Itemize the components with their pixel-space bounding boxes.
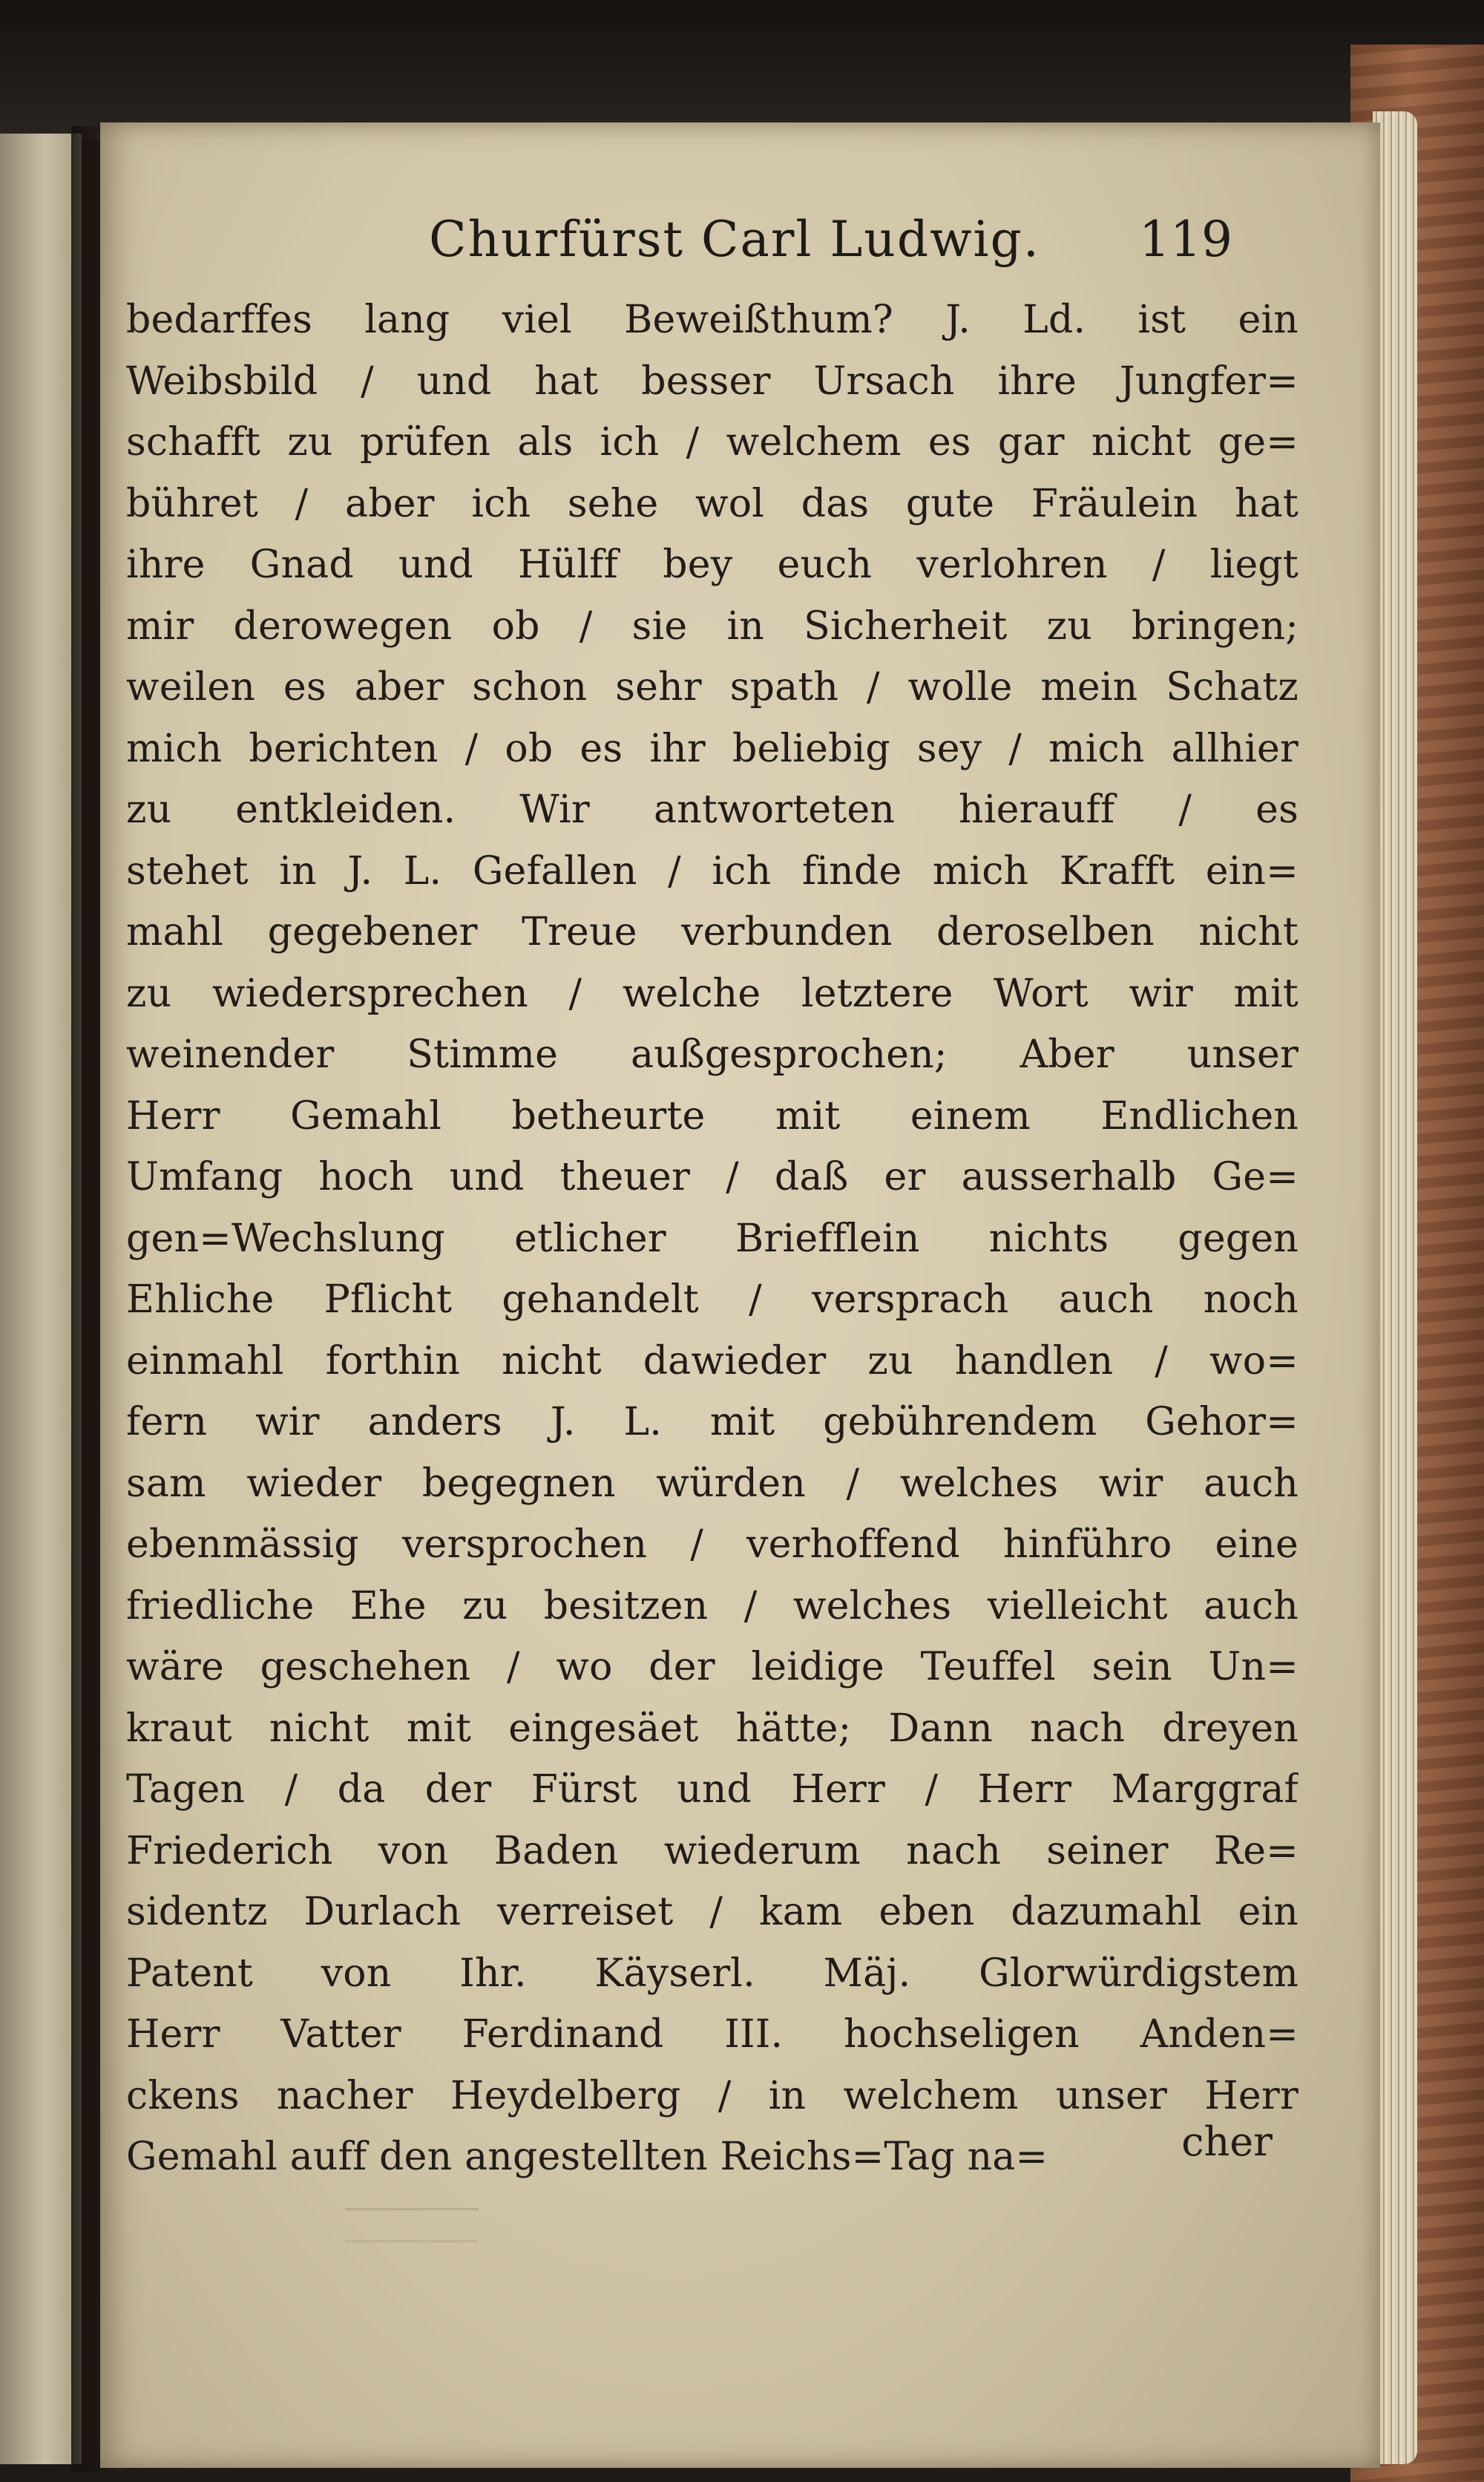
text-line: Ehliche Pflicht gehandelt / versprach auch noch bbox=[126, 1277, 1298, 1322]
catchword: cher bbox=[1181, 2118, 1273, 2165]
text-line: mir derowegen ob / sie in Sicherheit zu bringen; bbox=[126, 603, 1298, 649]
text-line: ebenmässig versprochen / verhoffend hinführo eine bbox=[126, 1522, 1298, 1567]
text-line: Gemahl auff den angestellten Reichs=Tag na= bbox=[126, 2135, 1048, 2179]
dark-backdrop bbox=[0, 0, 1484, 141]
text-line: Herr Gemahl betheurte mit einem Endlichen bbox=[126, 1093, 1298, 1139]
text-line: weilen es aber schon sehr spath / wolle mein Schatz bbox=[126, 665, 1298, 710]
text-line: stehet in J. L. Gefallen / ich finde mich Krafft ein= bbox=[126, 848, 1298, 894]
text-line: mich berichten / ob es ihr beliebig sey / mich allhier bbox=[126, 726, 1298, 771]
text-line: schafft zu prüfen als ich / welchem es gar nicht ge= bbox=[126, 420, 1298, 465]
running-head: Churfürst Carl Ludwig. bbox=[429, 211, 1040, 268]
text-line: Umfang hoch und theuer / daß er ausserhalb Ge= bbox=[126, 1155, 1298, 1199]
text-line: gen=Wechslung etlicher Briefflein nichts gegen bbox=[126, 1216, 1298, 1261]
text-line: Friederich von Baden wiederum nach seiner Re= bbox=[126, 1828, 1298, 1873]
left-facing-page-fragment bbox=[0, 134, 82, 2464]
text-line: kraut nicht mit eingesäet hätte; Dann nach dreyen bbox=[126, 1706, 1298, 1751]
text-line: Herr Vatter Ferdinand III. hochseligen Anden= bbox=[126, 2012, 1298, 2057]
text-line: zu wiedersprechen / welche letztere Wort wir mit bbox=[126, 971, 1298, 1016]
text-line: zu entkleiden. Wir antworteten hierauff / es bbox=[126, 788, 1298, 832]
text-line: sidentz Durlach verreiset / kam eben dazumahl ein bbox=[126, 1890, 1298, 1934]
text-line: fern wir anders J. L. mit gebührendem Gehor= bbox=[126, 1400, 1298, 1444]
text-line: ihre Gnad und Hülff bey euch verlohren / liegt bbox=[126, 543, 1298, 587]
bleed-through-mark bbox=[345, 2208, 479, 2242]
text-line: Tagen / da der Fürst und Herr / Herr Marggraf bbox=[126, 1767, 1298, 1812]
text-line: Patent von Ihr. Käyserl. Mäj. Glorwürdigstem bbox=[126, 1951, 1298, 1996]
text-line: ckens nacher Heydelberg / in welchem unser Herr bbox=[126, 2073, 1298, 2118]
text-block bbox=[126, 289, 1298, 2188]
book-page bbox=[100, 122, 1380, 2468]
text-line: bedarffes lang viel Beweißthum? J. Ld. ist ein bbox=[126, 298, 1298, 342]
text-line: friedliche Ehe zu besitzen / welches vielleicht auch bbox=[126, 1583, 1298, 1628]
text-line: weinender Stimme außgesprochen; Aber unser bbox=[126, 1032, 1298, 1077]
text-line: mahl gegebener Treue verbunden deroselben nicht bbox=[126, 910, 1298, 955]
text-line: sam wieder begegnen würden / welches wir auch bbox=[126, 1461, 1298, 1506]
page-number: 119 bbox=[1139, 211, 1232, 268]
text-line: einmahl forthin nicht dawieder zu handlen / wo= bbox=[126, 1338, 1298, 1384]
text-line: bühret / aber ich sehe wol das gute Fräulein hat bbox=[126, 481, 1298, 526]
text-line: Weibsbild / und hat besser Ursach ihre Jungfer= bbox=[126, 358, 1298, 404]
text-line: wäre geschehen / wo der leidige Teuffel sein Un= bbox=[126, 1645, 1298, 1689]
page-header bbox=[100, 203, 1380, 277]
